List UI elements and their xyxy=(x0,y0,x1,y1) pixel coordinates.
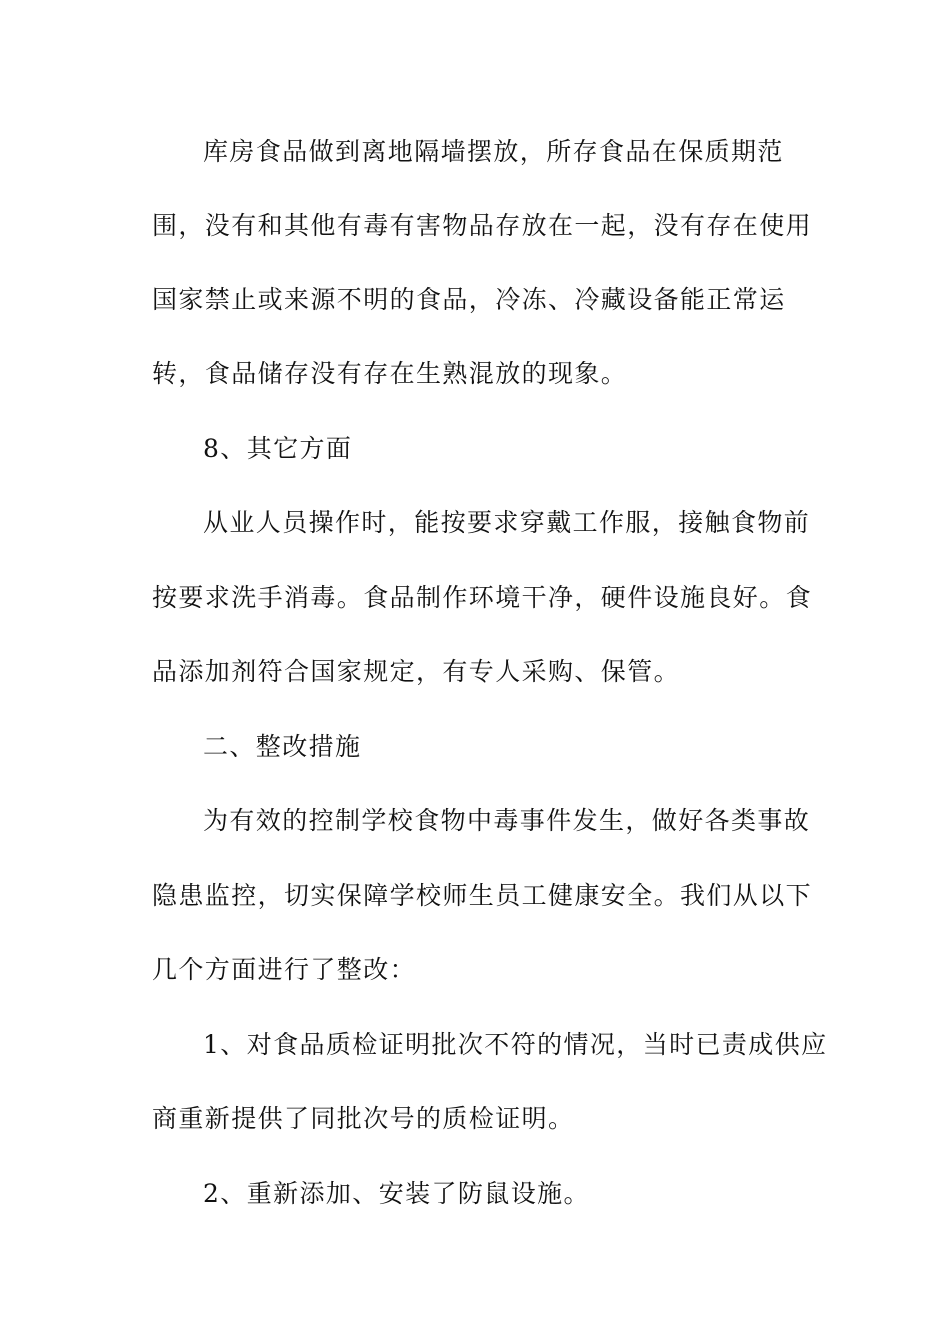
paragraph-intro-line-1: 为有效的控制学校食物中毒事件发生，做好各类事故 xyxy=(203,806,811,835)
paragraph-storage-line-1: 库房食品做到离地隔墙摆放，所存食品在保质期范 xyxy=(203,137,784,166)
paragraph-storage-line-4: 转，食品储存没有存在生熟混放的现象。 xyxy=(152,359,628,388)
paragraph-staff-line-1: 从业人员操作时，能按要求穿戴工作服，接触食物前 xyxy=(203,508,811,537)
paragraph-staff-line-3: 品添加剂符合国家规定，有专人采购、保管。 xyxy=(152,657,681,686)
paragraph-intro-line-3: 几个方面进行了整改： xyxy=(152,955,417,984)
list-item-1-line-1: 1、对食品质检证明批次不符的情况，当时已责成供应 xyxy=(203,1030,828,1059)
list-item-1-line-2: 商重新提供了同批次号的质检证明。 xyxy=(152,1104,575,1133)
section-heading-rectification: 二、整改措施 xyxy=(203,732,362,761)
section-heading-other-aspects: 8、其它方面 xyxy=(203,434,353,463)
paragraph-storage-line-2: 围，没有和其他有毒有害物品存放在一起，没有存在使用 xyxy=(152,211,813,240)
paragraph-intro-line-2: 隐患监控，切实保障学校师生员工健康安全。我们从以下 xyxy=(152,881,813,910)
paragraph-storage-line-3: 国家禁止或来源不明的食品，冷冻、冷藏设备能正常运 xyxy=(152,285,786,314)
paragraph-staff-line-2: 按要求洗手消毒。食品制作环境干净，硬件设施良好。食 xyxy=(152,583,813,612)
list-item-2: 2、重新添加、安装了防鼠设施。 xyxy=(203,1179,590,1208)
